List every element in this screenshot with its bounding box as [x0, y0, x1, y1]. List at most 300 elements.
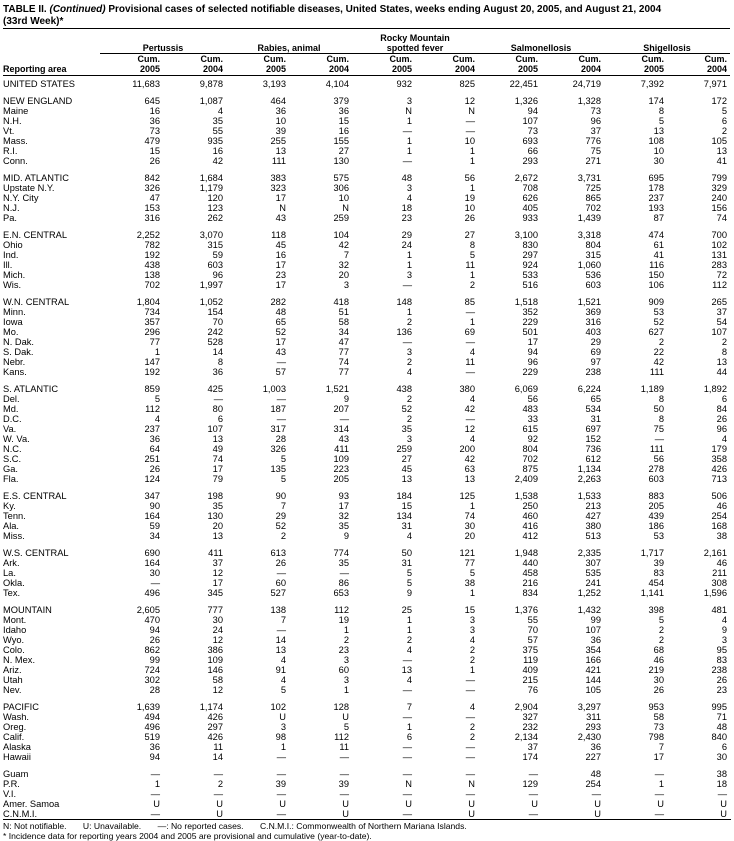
value-cell: 474 [648, 230, 664, 240]
value-cell: 56 [527, 394, 538, 404]
value-cell: — [402, 789, 412, 799]
value-cell: U [216, 799, 223, 809]
value-cell: 1 [406, 146, 412, 156]
value-cell: 144 [585, 675, 601, 685]
area-name-cell: UNITED STATES [3, 79, 75, 89]
value-cell: — [276, 394, 286, 404]
year-header: Cum. 2005 [352, 54, 415, 76]
value-cell: 612 [585, 454, 601, 464]
area-name-cell: Vt. [3, 126, 15, 136]
value-cell: 12 [212, 685, 223, 695]
value-cell: 1 [154, 779, 160, 789]
value-cell: 3,318 [577, 230, 601, 240]
value-cell: 47 [338, 337, 349, 347]
value-cell: 409 [522, 665, 538, 675]
value-cell: — [402, 742, 412, 752]
value-cell: 43 [275, 347, 286, 357]
value-cell: 27 [401, 454, 412, 464]
value-cell: 2,252 [136, 230, 160, 240]
value-cell: 1,521 [577, 297, 601, 307]
value-cell: 516 [522, 280, 538, 290]
value-cell: 6 [217, 414, 223, 424]
value-cell: 5 [406, 578, 412, 588]
value-cell: 48 [716, 722, 727, 732]
table-row [3, 809, 730, 819]
value-cell: 4 [154, 414, 160, 424]
value-cell: 71 [716, 712, 727, 722]
value-cell: 90 [149, 501, 160, 511]
value-cell: 13 [275, 645, 286, 655]
value-cell: 17 [527, 337, 538, 347]
value-cell: — [402, 337, 412, 347]
area-name-cell: C.N.M.I. [3, 809, 38, 819]
area-name-cell: Wyo. [3, 635, 25, 645]
table-row [3, 558, 730, 568]
value-cell: 426 [711, 464, 727, 474]
title-text: Provisional cases of selected notifiable diseases, United States, weeks ending August 20, 2005, and August 21, 2004 [105, 4, 662, 15]
value-cell: 135 [270, 464, 286, 474]
value-cell: 178 [648, 183, 664, 193]
value-cell: 416 [522, 521, 538, 531]
value-cell: U [468, 809, 475, 819]
value-cell: 4 [469, 702, 475, 712]
value-cell: 66 [527, 146, 538, 156]
value-cell: 124 [144, 474, 160, 484]
value-cell: — [402, 655, 412, 665]
value-cell: 42 [338, 240, 349, 250]
year-header-row [3, 54, 730, 76]
value-cell: 6 [721, 116, 727, 126]
value-cell: 48 [590, 769, 601, 779]
value-cell: U [405, 799, 412, 809]
value-cell: 23 [275, 270, 286, 280]
value-cell: 80 [212, 404, 223, 414]
value-cell: 1 [469, 317, 475, 327]
value-cell: 1,252 [577, 588, 601, 598]
area-name-cell: MID. ATLANTIC [3, 173, 69, 183]
table-row [3, 645, 730, 655]
table-row [3, 203, 730, 213]
value-cell: 207 [333, 404, 349, 414]
value-cell: — [213, 769, 223, 779]
table-row [3, 702, 730, 712]
value-cell: 6 [721, 394, 727, 404]
value-cell: 229 [522, 317, 538, 327]
value-cell: 35 [338, 558, 349, 568]
value-cell: 1 [469, 501, 475, 511]
value-cell: 198 [207, 491, 223, 501]
year-header: Cum. 2005 [100, 54, 163, 76]
value-cell: 724 [144, 665, 160, 675]
value-cell: 501 [522, 327, 538, 337]
value-cell: 96 [590, 116, 601, 126]
value-cell: 736 [585, 444, 601, 454]
table-row [3, 722, 730, 732]
area-name-cell: N.H. [3, 116, 22, 126]
spacer-row [3, 290, 730, 297]
value-cell: 172 [711, 96, 727, 106]
value-cell: 241 [585, 578, 601, 588]
value-cell: 14 [212, 347, 223, 357]
table-row [3, 779, 730, 789]
value-cell: 17 [275, 280, 286, 290]
value-cell: 130 [207, 511, 223, 521]
value-cell: 211 [712, 568, 727, 578]
area-name-cell: Del. [3, 394, 20, 404]
value-cell: 411 [208, 548, 223, 558]
value-cell: — [150, 769, 160, 779]
value-cell: 187 [270, 404, 286, 414]
value-cell: 421 [585, 665, 601, 675]
value-cell: 94 [149, 752, 160, 762]
area-name-cell: Maine [3, 106, 29, 116]
value-cell: 46 [716, 558, 727, 568]
value-cell: 39 [275, 779, 286, 789]
value-cell: 5 [721, 106, 727, 116]
value-cell: 52 [653, 317, 664, 327]
value-cell: 427 [585, 511, 601, 521]
area-name-cell: N.J. [3, 203, 20, 213]
value-cell: 29 [401, 230, 412, 240]
value-cell: 26 [653, 685, 664, 695]
value-cell: 51 [338, 307, 349, 317]
value-cell: 458 [522, 568, 538, 578]
value-cell: 4 [469, 635, 475, 645]
value-cell: 909 [648, 297, 664, 307]
value-cell: — [465, 307, 475, 317]
value-cell: U [720, 799, 727, 809]
value-cell: 74 [212, 454, 223, 464]
value-cell: U [594, 799, 601, 809]
group-header: Rocky Mountain spotted fever [352, 33, 478, 54]
value-cell: — [654, 434, 664, 444]
value-cell: 13 [716, 146, 727, 156]
title-week: (33rd Week)* [3, 16, 64, 27]
value-cell: 265 [711, 297, 727, 307]
value-cell: — [465, 769, 475, 779]
value-cell: 52 [275, 327, 286, 337]
value-cell: 16 [275, 250, 286, 260]
value-cell: U [594, 809, 601, 819]
value-cell: 19 [464, 193, 475, 203]
area-name-cell: Fla. [3, 474, 19, 484]
spacer-row [3, 223, 730, 230]
table-row [3, 213, 730, 223]
value-cell: 56 [464, 173, 475, 183]
value-cell: 293 [585, 722, 601, 732]
value-cell: 315 [585, 250, 601, 260]
value-cell: 251 [144, 454, 160, 464]
value-cell: 327 [522, 712, 538, 722]
table-row [3, 578, 730, 588]
value-cell: 603 [648, 474, 664, 484]
value-cell: 20 [464, 531, 475, 541]
value-cell: 282 [270, 297, 286, 307]
value-cell: 3 [469, 615, 475, 625]
value-cell: 307 [585, 558, 601, 568]
value-cell: 109 [207, 655, 223, 665]
area-name-cell: E.S. CENTRAL [3, 491, 67, 501]
value-cell: 4 [469, 434, 475, 444]
table-row [3, 193, 730, 203]
value-cell: 111 [649, 444, 664, 454]
value-cell: 38 [716, 531, 727, 541]
value-cell: 73 [653, 722, 664, 732]
value-cell: 108 [648, 136, 664, 146]
value-cell: 28 [149, 685, 160, 695]
year-header: Cum. 2005 [604, 54, 667, 76]
value-cell: 1 [469, 146, 475, 156]
value-cell: 240 [711, 193, 727, 203]
value-cell: N [468, 106, 475, 116]
value-cell: 702 [585, 203, 601, 213]
spacer-row [3, 695, 730, 702]
spacer-cell [3, 290, 730, 297]
value-cell: 68 [653, 645, 664, 655]
value-cell: 107 [711, 327, 727, 337]
value-cell: 93 [338, 491, 349, 501]
value-cell: 798 [648, 732, 664, 742]
value-cell: — [402, 752, 412, 762]
value-cell: 58 [212, 675, 223, 685]
value-cell: 134 [396, 511, 412, 521]
value-cell: 3 [406, 347, 412, 357]
area-name-cell: W. Va. [3, 434, 30, 444]
value-cell: 23 [716, 685, 727, 695]
value-cell: 1 [406, 307, 412, 317]
value-cell: 45 [401, 464, 412, 474]
value-cell: 45 [275, 240, 286, 250]
value-cell: 702 [144, 280, 160, 290]
area-name-cell: Wash. [3, 712, 30, 722]
value-cell: 533 [522, 270, 538, 280]
value-cell: 200 [459, 444, 475, 454]
spacer-cell [3, 695, 730, 702]
value-cell: 16 [149, 106, 160, 116]
value-cell: 603 [585, 280, 601, 290]
value-cell: U [216, 809, 223, 819]
spacer-row [3, 484, 730, 491]
value-cell: 102 [270, 702, 286, 712]
value-cell: 64 [149, 444, 160, 454]
value-cell: 506 [711, 491, 727, 501]
value-cell: 50 [653, 404, 664, 414]
value-cell: 862 [144, 645, 160, 655]
value-cell: 12 [212, 635, 223, 645]
value-cell: 426 [207, 712, 223, 722]
table-row [3, 501, 730, 511]
value-cell: 804 [585, 240, 601, 250]
value-cell: 1 [343, 685, 349, 695]
value-cell: — [276, 414, 286, 424]
year-header: Cum. 2004 [541, 54, 604, 76]
table-row [3, 357, 730, 367]
value-cell: 734 [144, 307, 160, 317]
group-header: Shigellosis [604, 33, 730, 54]
value-cell: 121 [459, 548, 475, 558]
value-cell: 69 [590, 347, 601, 357]
value-cell: 1 [406, 722, 412, 732]
value-cell: 4 [469, 347, 475, 357]
value-cell: 42 [464, 404, 475, 414]
value-cell: 1 [280, 742, 286, 752]
value-cell: 369 [585, 307, 601, 317]
value-cell: 438 [144, 260, 160, 270]
value-cell: U [720, 809, 727, 819]
area-name-cell: Calif. [3, 732, 25, 742]
area-name-cell: Hawaii [3, 752, 31, 762]
value-cell: 840 [711, 732, 727, 742]
table-row [3, 347, 730, 357]
value-cell: 7,971 [703, 79, 727, 89]
value-cell: 104 [333, 230, 349, 240]
area-name-cell: Oreg. [3, 722, 27, 732]
table-row [3, 615, 730, 625]
table-row [3, 146, 730, 156]
area-name-cell: Va. [3, 424, 17, 434]
value-cell: 83 [716, 655, 727, 665]
value-cell: 1,134 [577, 464, 601, 474]
table-row [3, 414, 730, 424]
year-header: Cum. 2004 [289, 54, 352, 76]
value-cell: N [405, 106, 412, 116]
year-header: Cum. 2004 [667, 54, 730, 76]
value-cell: 77 [149, 337, 160, 347]
value-cell: 5 [280, 474, 286, 484]
value-cell: 18 [401, 203, 412, 213]
area-name-cell: E.N. CENTRAL [3, 230, 68, 240]
value-cell: — [276, 809, 286, 819]
value-cell: 13 [464, 474, 475, 484]
area-name-cell: Mo. [3, 327, 19, 337]
value-cell: 12 [464, 96, 475, 106]
value-cell: 12 [464, 424, 475, 434]
reporting-area-header: Reporting area [3, 54, 100, 76]
table-row [3, 789, 730, 799]
value-cell: 645 [144, 96, 160, 106]
value-cell: 41 [653, 250, 664, 260]
value-cell: 4,104 [325, 79, 349, 89]
table-row [3, 444, 730, 454]
table-row [3, 270, 730, 280]
value-cell: 174 [648, 96, 664, 106]
value-cell: 44 [716, 367, 727, 377]
value-cell: 31 [401, 558, 412, 568]
value-cell: 875 [522, 464, 538, 474]
value-cell: 25 [401, 605, 412, 615]
table-row [3, 474, 730, 484]
value-cell: — [465, 337, 475, 347]
value-cell: 3 [343, 280, 349, 290]
value-cell: 35 [212, 116, 223, 126]
value-cell: 238 [585, 367, 601, 377]
value-cell: — [402, 809, 412, 819]
value-cell: 1 [406, 250, 412, 260]
value-cell: 15 [338, 116, 349, 126]
value-cell: 17 [653, 752, 664, 762]
value-cell: 79 [212, 474, 223, 484]
value-cell: 148 [396, 297, 412, 307]
value-cell: 75 [590, 146, 601, 156]
value-cell: 297 [522, 250, 538, 260]
value-cell: 164 [144, 511, 160, 521]
value-cell: 5 [658, 116, 664, 126]
value-cell: 479 [144, 136, 160, 146]
value-cell: 29 [275, 511, 286, 521]
value-cell: 5 [280, 454, 286, 464]
value-cell: 5 [658, 615, 664, 625]
value-cell: 30 [149, 568, 160, 578]
value-cell: 118 [271, 230, 286, 240]
area-name-cell: S. Dak. [3, 347, 34, 357]
value-cell: 11 [465, 260, 475, 270]
footnotes [3, 820, 731, 841]
value-cell: 1,538 [514, 491, 538, 501]
value-cell: 357 [144, 317, 160, 327]
value-cell: 1,376 [514, 605, 538, 615]
value-cell: 77 [338, 347, 349, 357]
value-cell: 111 [649, 367, 664, 377]
value-cell: 2 [406, 414, 412, 424]
value-cell: 146 [207, 665, 223, 675]
value-cell: 50 [401, 548, 412, 558]
value-cell: 4 [406, 645, 412, 655]
value-cell: 72 [716, 270, 727, 280]
area-name-cell: W.S. CENTRAL [3, 548, 69, 558]
value-cell: 20 [212, 521, 223, 531]
value-cell: 46 [716, 501, 727, 511]
value-cell: 128 [333, 702, 349, 712]
value-cell: 15 [464, 605, 475, 615]
value-cell: 36 [590, 742, 601, 752]
value-cell: 14 [212, 752, 223, 762]
value-cell: 11 [213, 742, 223, 752]
spacer-row [3, 598, 730, 605]
value-cell: 2 [721, 126, 727, 136]
value-cell: 87 [653, 213, 664, 223]
value-cell: 603 [207, 260, 223, 270]
value-cell: 314 [333, 424, 349, 434]
value-cell: 513 [585, 531, 601, 541]
value-cell: 48 [401, 173, 412, 183]
value-cell: 3,070 [199, 230, 223, 240]
title-continued: (Continued) [49, 4, 106, 15]
value-cell: 354 [585, 645, 601, 655]
table-row [3, 183, 730, 193]
value-cell: 2 [343, 635, 349, 645]
value-cell: 13 [212, 531, 223, 541]
area-name-cell: N.Y. City [3, 193, 39, 203]
value-cell: 52 [401, 404, 412, 414]
value-cell: 283 [711, 260, 727, 270]
value-cell: 119 [523, 655, 538, 665]
value-cell: 125 [459, 491, 475, 501]
value-cell: 1,596 [703, 588, 727, 598]
value-cell: 1,684 [199, 173, 223, 183]
value-cell: — [276, 625, 286, 635]
value-cell: 254 [585, 779, 601, 789]
spacer-cell [3, 223, 730, 230]
value-cell: 106 [648, 280, 664, 290]
value-cell: 84 [716, 404, 727, 414]
value-cell: 615 [522, 424, 538, 434]
value-cell: 8 [469, 240, 475, 250]
value-cell: 2,409 [514, 474, 538, 484]
area-name-cell: Tex. [3, 588, 21, 598]
value-cell: 99 [149, 655, 160, 665]
value-cell: — [465, 414, 475, 424]
value-cell: 1,060 [577, 260, 601, 270]
